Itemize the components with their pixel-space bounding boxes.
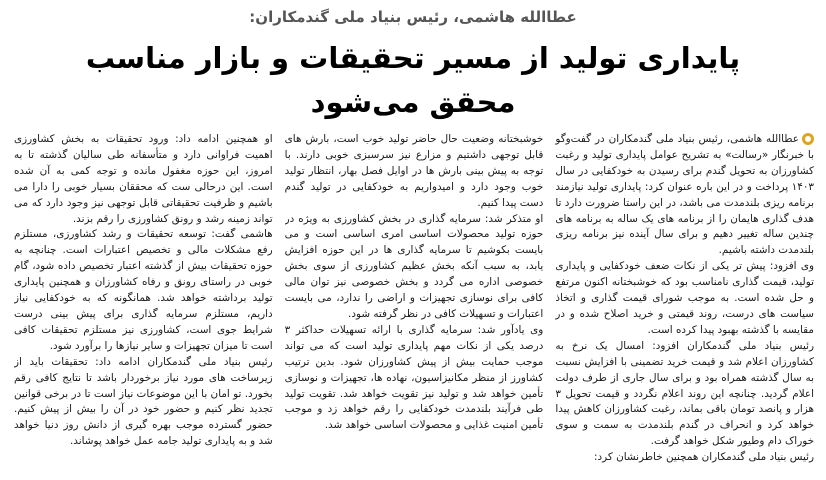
paragraph: هاشمی گفت: توسعه تحقیقات و رشد کشاورزی، مستلزم رفع مشکلات مالی و تخصیص اعتبارات است. چنانچه به حوزه تحقیقات بیش از گذشته اعتبار تخصیص داده شود، گام خوبی در راستای رونق و رفاه کشاورزان و همچنین پایداری تولید برداشته خواهد شد. همانگونه که به خودکفایی نیاز داریم، مستلزم سرمایه گذاری برای پیش بینی درست شرایط جوی است، کشاورزی نیز مستلزم تحقیقات کافی است تا میزان تجهیزات و سایر نیازها را برآورد شود.: [13, 228, 273, 352]
paragraph: او همچنین ادامه داد: ورود تحقیقات به بخش کشاورزی اهمیت فراوانی دارد و متأسفانه طی سالیان گذشته تا به امروز، این حوزه مغفول مانده و توجه کمی به آن شده است. این درحالی ست که محققان بسیار خوبی را دارا می باشیم و ظرفیت تحقیقاتی قابل توجهی نیز وجود دارد که می تواند زمینه رشد و رونق کشاورزی را رقم بزند.: [13, 133, 273, 225]
paragraph: وی یادآور شد: سرمایه گذاری با ارائه تسهیلات حداکثر ۳ درصد یکی از نکات مهم پایداری تولید است که می تواند موجب حمایت بیش از پیش کشاورزان شود. بدین ترتیب کشاورز از منظر مکانیزاسیون، نهاده ها، تجهیزات و نوسازی تأمین خواهد شد و تولید نیز تقویت خواهد شد. تقویت تولید طی فرآیند بلندمدت خودکفایی را رقم خواهد زد و موجب تأمین امنیت غذایی و محصولات اساسی خواهد شد.: [284, 323, 544, 432]
column-left: [14, 132, 273, 474]
paragraph: وی افزود: پیش تر یکی از نکات ضعف خودکفایی و پایداری تولید، قیمت گذاری نامناسب بود که خوشبختانه اکنون مرتفع و حل شده است. به موجب شورای قیمت گذاری و اتخاذ سیاست های درست، روند قیمتی و خرید اصلاح شده و در مقایسه با گذشته بهبود پیدا کرده است.: [555, 260, 814, 336]
headline-line-2: محقق می‌شود: [310, 85, 516, 119]
article-kicker: عطاالله هاشمی، رئیس بنیاد ملی گندمکاران:: [249, 8, 577, 26]
paragraph: رئیس بنیاد ملی گندمکاران ادامه داد: تحقیقات باید از زیرساخت های مورد نیاز برخوردار باشد تا نتایج کافی رقم بخورد. تو امان با این موضوعات نیاز است تا در برخی قوانین تجدید نظر کنیم و حضور خود در آن را بیش از پیش کنیم. حضور گسترده موجب بهره گیری از دانش روز دنیا خواهد شد و به پایداری تولید جامه عمل خواهد پوشاند.: [13, 355, 273, 448]
headline-line-1: پایداری تولید از مسیر تحقیقات و بازار مناسب: [85, 41, 741, 75]
column-right: [555, 132, 814, 474]
bullet-circle-icon: [802, 133, 814, 145]
paragraph: او متذکر شد: سرمایه گذاری در بخش کشاورزی به ویژه در حوزه تولید محصولات اساسی امری اساسی است و می بایست بکوشیم تا سرمایه گذاری ها در این حوزه افزایش یابد، به سبب آنکه بخش عظیم کشاورزی از سوی بخش خصوصی اداره می گردد و بخش خصوصی نیز توان مالی کافی برای نوسازی تجهیزات و اراضی را ندارد، می بایست اعتبارات و تسهیلات کافی در نظر گرفته شود.: [284, 212, 544, 320]
paragraph: رئیس بنیاد ملی گندمکاران افزود: امسال یک نرخ به کشاورزان اعلام شد و قیمت خرید تضمینی با افزایش نسبت به سال گذشته همراه بود و برای سال جاری از طرف دولت اعلام گردید. چنانچه این روند اعلام نگردد و قیمت تحویل ۳ هزار و پانصد تومان باقی بماند، رغبت کشاورزان کاهش پیدا خواهد کرد و انحراف در گندم بلندمدت به سمت و سوی خوراک دام وطیور شکل خواهد گرفت.: [555, 339, 814, 448]
article-body: [14, 132, 814, 474]
paragraph: خوشبختانه وضعیت حال حاضر تولید خوب است، بارش های قابل توجهی داشتیم و مزارع نیز سرسبزی خوبی دارند. با توجه به پیش بینی بارش ها در اوایل فصل بهار، انتظار تولید خوب وجود دارد و امیدواریم به خودکفایی در تولید گندم دست پیدا کنیم.: [284, 133, 544, 209]
article-headline: [20, 36, 806, 124]
paragraph-text: عطاالله هاشمی، رئیس بنیاد ملی گندمکاران در گفت‌وگو با خبرنگار «رسالت» به تشریح عوامل پایداری تولید و رغبت کشاورزان به تحویل گندم برای رسیدن به خودکفایی در سال ۱۴۰۳ پرداخت و در این باره عنوان کرد: پایداری تولید نیازمند برنامه ریزی بلندمدت می باشد، در این راستا ضرورت دارد تا هدف گذاری هایمان را از برنامه های یک ساله به برنامه های چندین ساله تغییر دهیم و برای سال آینده نیز برنامه ریزی بلندمدت داشته باشیم.: [555, 133, 814, 257]
paragraph: رئیس بنیاد ملی گندمکاران همچنین خاطرنشان کرد:: [593, 451, 814, 464]
column-middle: [285, 132, 544, 474]
paragraph: [555, 132, 814, 259]
